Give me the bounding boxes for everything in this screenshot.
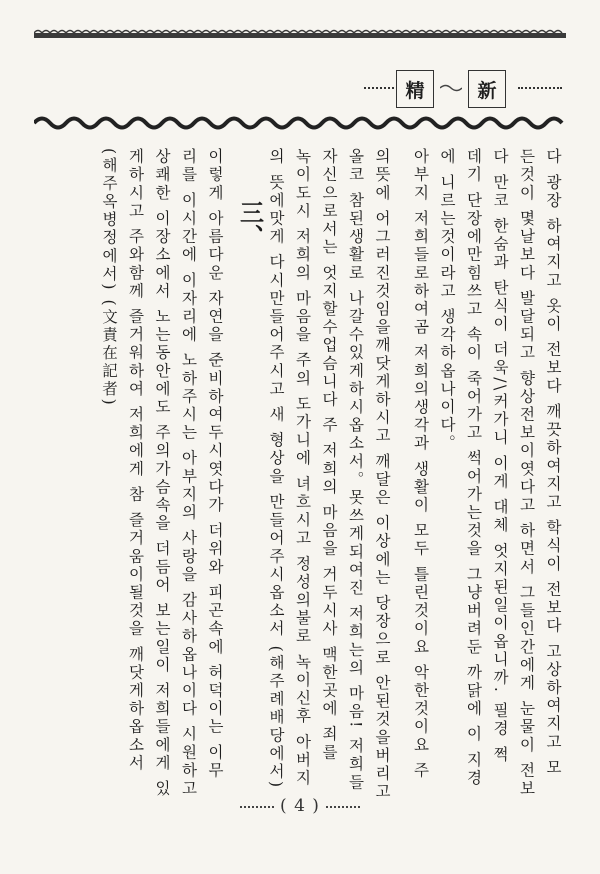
footer-dots-right <box>326 806 360 808</box>
header-char-2: 新 <box>477 79 497 102</box>
text-column: 다 만코 한숨과 탄식이 더욱/\커가니 이게 대체 엇지된일이옵니까. 필경 쩍 <box>491 148 509 764</box>
text-column: 상쾌한 이장소에서 노는동안에도 주의가슴속을 더듬어 보는일이 저희들에게 있 <box>153 148 171 798</box>
text-column: 올코 참된생활로 나갈수있게하시옵소서。못쓰게되여진 저희는의 마음! 저희들 <box>346 148 365 792</box>
header-ornament <box>434 70 468 106</box>
attribution-column: (해주옥병정에서) (文責在記者) <box>100 148 118 408</box>
top-decorative-border <box>34 28 566 42</box>
footer-dots-left <box>240 806 274 808</box>
header-char-1: 精 <box>405 79 425 102</box>
text-column: 아부지 저희들로하여곰 저희의생각과 생활이 모두 틀린것이요 악한것이요 주 <box>411 148 430 780</box>
header-dotted-line-right <box>518 87 562 89</box>
text-column: 에 니르는것이라고 생각하옵나이다。 <box>438 148 456 453</box>
text-column: 다 광장 하여지고 옷이 전보다 깨끗하여지고 학식이 전보다 고상하여지고 모 <box>544 148 562 777</box>
text-column: 녹이도시 저희의 마음을 주의 도가니에 녀흐시고 정성의불로 녹이신후 아버지 <box>293 148 312 788</box>
section-header <box>360 66 566 110</box>
header-dotted-line-left <box>364 87 394 89</box>
text-column: 게하시고 주와함께 즐거워하여 저희에게 참 즐거움이될것을 깨닷게하옵소서 <box>126 148 145 773</box>
text-column: 든것이 몇날보다 발달되고 향상전보이엿다고 하면서 그들인간에게 눈물이 전보 <box>517 148 536 798</box>
header-char-box-1 <box>396 70 434 108</box>
page-number: ( 4 ) <box>280 796 320 816</box>
text-column: 자신으로서는 엇지할수업슴니다 주 저희의 마음을 거두시사 맥한곳에 죄를 <box>320 148 338 762</box>
text-column: 리를 이시간에 이자리에 노하주시는 아부지의 사랑을 감사하옵나이다 시원하고 <box>179 148 198 798</box>
text-column: 의뜻에 어그러진것임을깨닷게하시고 깨달은 이상에는 당장으로 안된것을버리고 <box>373 148 391 802</box>
header-char-box-2 <box>468 70 506 108</box>
text-column: 데기 단장에만힘쓰고 속이 죽어가고 썩어가는것을 그냥버려둔 까닭에 이 지경 <box>464 148 483 788</box>
page-footer <box>0 796 600 816</box>
text-column: 이렇게 아름다운 자연을 준비하여두시엿다가 더위와 피곤속에 허덕이는 이무 <box>206 148 224 780</box>
vertical-text-body <box>40 148 566 848</box>
wave-decorative-border <box>34 112 566 134</box>
section-number-three: 三、 <box>235 200 265 248</box>
text-column: 의 뜻에맛게 다시만들어주시고 새 형상을 만들어주시옵소서 (해주례배당에서) <box>267 148 285 790</box>
